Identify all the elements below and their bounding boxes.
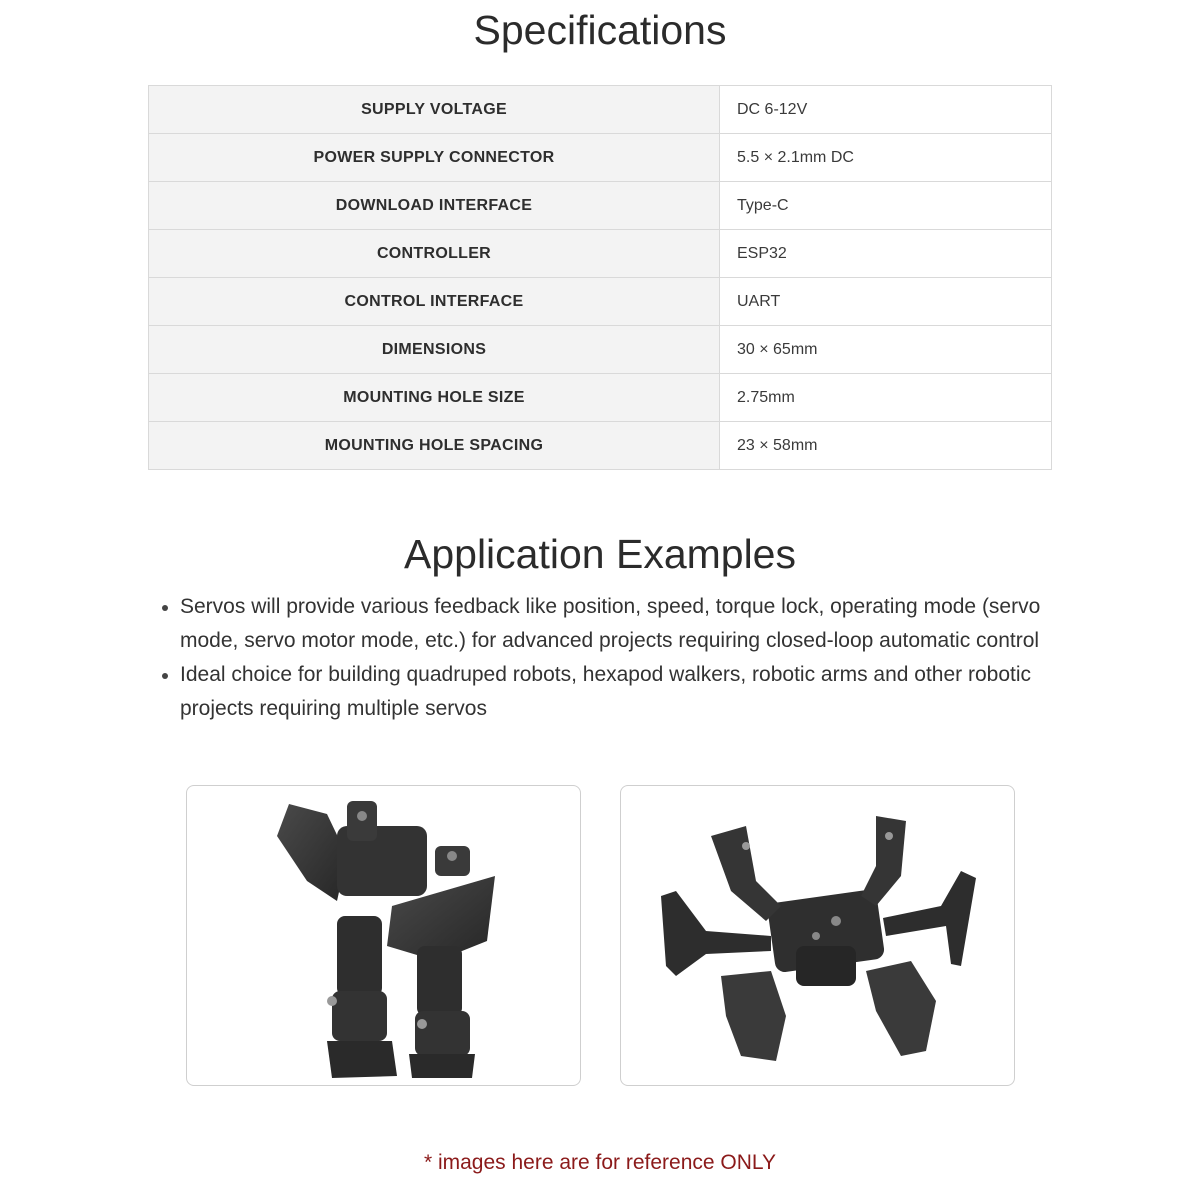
table-row — [149, 86, 1052, 134]
biped-robot-illustration — [187, 786, 580, 1085]
list-item — [180, 590, 1080, 658]
spec-value: UART — [720, 278, 1052, 326]
specifications-title: Specifications — [473, 7, 727, 53]
bullet-icon — [162, 605, 168, 611]
table-row — [149, 182, 1052, 230]
table-row — [149, 422, 1052, 470]
spec-value: ESP32 — [720, 230, 1052, 278]
spec-label: SUPPLY VOLTAGE — [149, 86, 720, 134]
table-row — [149, 326, 1052, 374]
list-item-text: Servos will provide various feedback like position, speed, torque lock, operating mode (servo mode, servo motor mode, etc.) for advanced projects requiring closed-loop automatic control — [180, 595, 1041, 652]
spec-value: 23 × 58mm — [720, 422, 1052, 470]
spec-label: POWER SUPPLY CONNECTOR — [149, 134, 720, 182]
spec-label: CONTROL INTERFACE — [149, 278, 720, 326]
list-item-text: Ideal choice for building quadruped robots, hexapod walkers, robotic arms and other robotic projects requiring multiple servos — [180, 663, 1032, 720]
hexapod-robot-image — [620, 785, 1015, 1086]
biped-robot-image — [186, 785, 581, 1086]
spec-label: DIMENSIONS — [149, 326, 720, 374]
table-row — [149, 278, 1052, 326]
spec-label: MOUNTING HOLE SIZE — [149, 374, 720, 422]
spec-value: DC 6-12V — [720, 86, 1052, 134]
list-item — [180, 658, 1080, 726]
spec-value: 2.75mm — [720, 374, 1052, 422]
spec-label: CONTROLLER — [149, 230, 720, 278]
spec-label: MOUNTING HOLE SPACING — [149, 422, 720, 470]
table-row — [149, 374, 1052, 422]
spec-value: 30 × 65mm — [720, 326, 1052, 374]
spec-label: DOWNLOAD INTERFACE — [149, 182, 720, 230]
hexapod-robot-illustration — [621, 786, 1014, 1085]
application-examples-title: Application Examples — [404, 531, 796, 577]
spec-value: 5.5 × 2.1mm DC — [720, 134, 1052, 182]
reference-note: * images here are for reference ONLY — [423, 1151, 777, 1174]
specifications-table — [148, 85, 1052, 470]
table-row — [149, 230, 1052, 278]
application-list — [180, 590, 1080, 726]
table-row — [149, 134, 1052, 182]
bullet-icon — [162, 673, 168, 679]
spec-value: Type-C — [720, 182, 1052, 230]
